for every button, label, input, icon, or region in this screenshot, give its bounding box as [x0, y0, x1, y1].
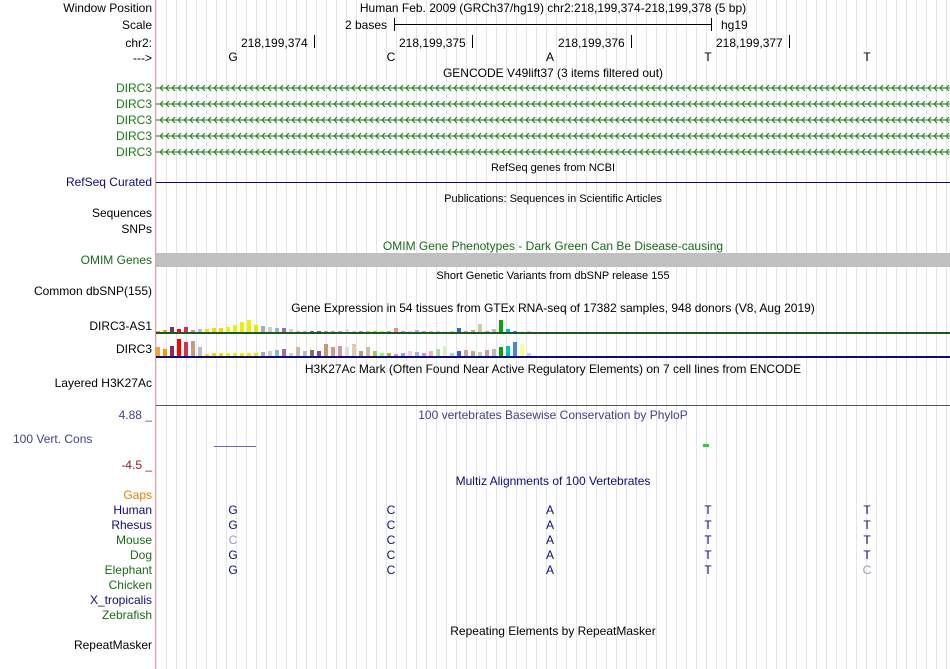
gtex-tissue-bar[interactable] — [366, 347, 370, 356]
multiz-base: T — [863, 533, 871, 547]
publications-sequences-label[interactable]: Sequences — [91, 206, 152, 220]
repeatmasker-title[interactable]: Repeating Elements by RepeatMasker — [450, 624, 656, 638]
gtex-tissue-bar[interactable] — [317, 331, 321, 332]
gtex-tissue-bar[interactable] — [226, 353, 230, 356]
phylop-title[interactable]: 100 vertebrates Basewise Conservation by PhyloP — [418, 408, 688, 422]
gtex-tissue-bar[interactable] — [233, 325, 237, 332]
ruler-position-label: 218,199,375 — [399, 36, 466, 50]
gtex-tissue-bar[interactable] — [219, 353, 223, 356]
gtex-tissue-bar[interactable] — [184, 327, 188, 332]
gencode-transcript-feature[interactable] — [156, 84, 950, 92]
gtex-tissue-bar[interactable] — [303, 351, 307, 356]
multiz-base: G — [228, 548, 238, 562]
multiz-base: C — [386, 563, 396, 577]
ruler-tick — [314, 35, 315, 48]
phylop-signal-2[interactable] — [703, 444, 709, 447]
multiz-base: T — [704, 563, 712, 577]
gtex-tissue-bar[interactable] — [254, 353, 258, 356]
gtex-tissue-bar[interactable] — [415, 352, 419, 356]
gtex-tissue-bar[interactable] — [275, 328, 279, 332]
multiz-base: A — [545, 548, 554, 562]
gtex-title[interactable]: Gene Expression in 54 tissues from GTEx RNA-seq of 17382 samples, 948 donors (V8, Aug 2019) — [291, 301, 815, 315]
gtex-tissue-bar[interactable] — [317, 351, 321, 356]
gtex-tissue-bar[interactable] — [492, 329, 496, 332]
gtex-tissue-bar[interactable] — [345, 329, 349, 332]
multiz-base: C — [386, 518, 396, 532]
gtex-tissue-bar[interactable] — [261, 352, 265, 356]
gtex-tissue-bar[interactable] — [527, 331, 531, 332]
gtex-tissue-bar[interactable] — [247, 353, 251, 356]
gtex-tissue-bar[interactable] — [373, 331, 377, 332]
gtex-tissue-bar[interactable] — [436, 331, 440, 332]
gtex-tissue-bar[interactable] — [331, 331, 335, 332]
gtex-tissue-bar[interactable] — [254, 325, 258, 332]
gtex-tissue-bar[interactable] — [156, 331, 160, 332]
gencode-track-label[interactable]: DIRC3 — [115, 81, 152, 95]
gtex-tissue-bar[interactable] — [373, 351, 377, 356]
multiz-base: T — [863, 548, 871, 562]
gtex-tissue-bar[interactable] — [184, 342, 188, 356]
gtex-tissue-bar[interactable] — [387, 353, 391, 356]
gtex-tissue-bar[interactable] — [345, 347, 349, 356]
gtex-tissue-bar[interactable] — [289, 353, 293, 356]
gtex-tissue-bar[interactable] — [296, 347, 300, 356]
scale-label: Scale — [121, 18, 152, 32]
multiz-base: T — [704, 548, 712, 562]
gtex-tissue-bar[interactable] — [212, 353, 216, 356]
gtex-tissue-bar[interactable] — [233, 353, 237, 356]
gtex-tissue-bar[interactable] — [310, 331, 314, 332]
gtex-tissue-bar[interactable] — [289, 329, 293, 332]
reference-base: T — [704, 50, 712, 64]
gtex-tissue-bar[interactable] — [170, 327, 174, 332]
gtex-tissue-bar[interactable] — [408, 351, 412, 356]
gtex-tissue-bar[interactable] — [275, 350, 279, 356]
scale-bar-right-tick — [711, 18, 712, 31]
gtex-tissue-bar[interactable] — [352, 331, 356, 332]
gtex-tissue-bar[interactable] — [429, 331, 433, 332]
publications-snps-label[interactable]: SNPs — [121, 222, 152, 236]
refseq-feature[interactable] — [156, 182, 950, 183]
gtex-tissue-bar[interactable] — [485, 350, 489, 356]
gtex-tissue-bar[interactable] — [359, 351, 363, 356]
multiz-base: C — [862, 563, 872, 577]
gtex-tissue-bar[interactable] — [205, 329, 209, 332]
gtex-tissue-bar[interactable] — [478, 352, 482, 356]
gencode-title[interactable]: GENCODE V49lift37 (3 items filtered out) — [442, 66, 664, 80]
gtex-tissue-bar[interactable] — [156, 347, 160, 356]
multiz-base: A — [545, 563, 554, 577]
strand-label: ---> — [133, 51, 152, 65]
gtex-tissue-bar[interactable] — [492, 349, 496, 356]
gtex-tissue-bar[interactable] — [429, 351, 433, 356]
gtex-tissue-bar[interactable] — [170, 346, 174, 356]
window-position-value: Human Feb. 2009 (GRCh37/hg19) chr2:218,199,374-218,199,378 (5 bp) — [359, 1, 747, 15]
scale-db: hg19 — [721, 18, 748, 32]
reference-base: T — [863, 50, 871, 64]
gtex-tissue-bar[interactable] — [296, 331, 300, 332]
gencode-track-label[interactable]: DIRC3 — [115, 97, 152, 111]
multiz-gaps-label[interactable]: Gaps — [123, 488, 152, 502]
gtex-gene-line-1 — [156, 332, 950, 334]
gtex-tissue-bar[interactable] — [471, 330, 475, 332]
gtex-tissue-bar[interactable] — [338, 346, 342, 356]
gtex-tissue-bar[interactable] — [527, 353, 531, 356]
scale-value: 2 bases — [345, 18, 388, 32]
multiz-species-label[interactable]: X_tropicalis — [89, 593, 152, 607]
ruler-position-label: 218,199,374 — [241, 36, 308, 50]
gtex-tissue-bar[interactable] — [478, 324, 482, 332]
scale-bar-left-tick — [394, 18, 395, 31]
dbsnp-title[interactable]: Short Genetic Variants from dbSNP release 155 — [436, 270, 670, 282]
gtex-tissue-bar[interactable] — [513, 331, 517, 332]
gtex-tissue-bar[interactable] — [177, 339, 181, 356]
gtex-tissue-bar[interactable] — [513, 342, 517, 356]
gtex-tissue-bar[interactable] — [324, 331, 328, 332]
ruler-position-label: 218,199,377 — [716, 36, 783, 50]
ruler-tick — [472, 35, 473, 48]
refseq-title[interactable]: RefSeq genes from NCBI — [490, 162, 616, 174]
gencode-transcript-feature[interactable] — [156, 116, 950, 124]
gtex-tissue-bar[interactable] — [191, 330, 195, 332]
phylop-signal-1[interactable] — [214, 446, 256, 447]
gtex-tissue-bar[interactable] — [303, 331, 307, 332]
multiz-base: C — [386, 548, 396, 562]
gtex-tissue-bar[interactable] — [387, 331, 391, 332]
gtex-tissue-bar[interactable] — [401, 331, 405, 332]
phylop-max: 4.88 _ — [118, 408, 152, 422]
multiz-species-label[interactable]: Dog — [129, 548, 152, 562]
gtex-tissue-bar[interactable] — [324, 344, 328, 356]
gtex-tissue-bar[interactable] — [331, 347, 335, 356]
refseq-label[interactable]: RefSeq Curated — [65, 175, 152, 189]
multiz-species-label[interactable]: Elephant — [104, 563, 152, 577]
multiz-base: C — [386, 503, 396, 517]
gtex-tissue-bar[interactable] — [338, 331, 342, 332]
omim-feature[interactable] — [156, 253, 950, 267]
multiz-base: G — [228, 518, 238, 532]
gtex-tissue-bar[interactable] — [380, 353, 384, 356]
gtex-tissue-bar[interactable] — [282, 328, 286, 332]
multiz-base: C — [386, 533, 396, 547]
gtex-tissue-bar[interactable] — [464, 331, 468, 332]
multiz-base: G — [228, 563, 238, 577]
gtex-tissue-bar[interactable] — [506, 329, 510, 332]
gtex-label-1[interactable]: DIRC3-AS1 — [89, 319, 152, 333]
reference-base: G — [228, 50, 238, 64]
gtex-tissue-bar[interactable] — [219, 328, 223, 332]
multiz-base: G — [228, 503, 238, 517]
gtex-tissue-bar[interactable] — [415, 330, 419, 332]
ruler-position-label: 218,199,376 — [558, 36, 625, 50]
gtex-tissue-bar[interactable] — [408, 331, 412, 332]
gtex-tissue-bar[interactable] — [177, 329, 181, 332]
gtex-tissue-bar[interactable] — [268, 351, 272, 356]
gtex-tissue-bar[interactable] — [394, 328, 398, 332]
gtex-label-2[interactable]: DIRC3 — [115, 342, 152, 356]
gtex-tissue-bar[interactable] — [240, 353, 244, 356]
gtex-tissue-bar[interactable] — [450, 331, 454, 332]
multiz-base: T — [863, 503, 871, 517]
gtex-tissue-bar[interactable] — [359, 331, 363, 332]
gtex-tissue-bar[interactable] — [240, 322, 244, 332]
multiz-species-label[interactable]: Zebrafish — [101, 608, 152, 622]
gencode-transcript-feature[interactable] — [156, 100, 950, 108]
multiz-base: A — [545, 533, 554, 547]
omim-title[interactable]: OMIM Gene Phenotypes - Dark Green Can Be Disease-causing — [382, 239, 724, 253]
gtex-tissue-bar[interactable] — [394, 354, 398, 356]
multiz-base: T — [704, 518, 712, 532]
gtex-tissue-bar[interactable] — [485, 331, 489, 332]
multiz-base: A — [545, 518, 554, 532]
gtex-tissue-bar[interactable] — [464, 350, 468, 356]
multiz-base: A — [545, 503, 554, 517]
gencode-transcript-feature[interactable] — [156, 148, 950, 156]
gtex-tissue-bar[interactable] — [282, 349, 286, 356]
gtex-tissue-bar[interactable] — [457, 328, 461, 332]
window-position-label: Window Position — [63, 1, 152, 15]
gtex-tissue-bar[interactable] — [499, 320, 503, 332]
gtex-tissue-bar[interactable] — [520, 331, 524, 332]
gtex-tissue-bar[interactable] — [422, 353, 426, 356]
multiz-title[interactable]: Multiz Alignments of 100 Vertebrates — [455, 474, 651, 488]
gencode-transcript-feature[interactable] — [156, 132, 950, 140]
multiz-base: T — [704, 533, 712, 547]
gtex-tissue-bar[interactable] — [352, 344, 356, 356]
multiz-species-label[interactable]: Mouse — [115, 533, 152, 547]
gencode-track-label[interactable]: DIRC3 — [115, 145, 152, 159]
multiz-species-label[interactable]: Rhesus — [111, 518, 152, 532]
multiz-species-label[interactable]: Chicken — [108, 578, 152, 592]
gtex-tissue-bar[interactable] — [506, 346, 510, 356]
phylop-label[interactable]: 100 Vert. Cons — [13, 432, 93, 446]
gtex-tissue-bar[interactable] — [268, 327, 272, 332]
h3k27ac-label[interactable]: Layered H3K27Ac — [54, 376, 152, 390]
gencode-track-label[interactable]: DIRC3 — [115, 113, 152, 127]
gtex-tissue-bar[interactable] — [191, 341, 195, 356]
multiz-base: T — [863, 518, 871, 532]
gtex-tissue-bar[interactable] — [443, 346, 447, 356]
gtex-tissue-bar[interactable] — [198, 347, 202, 356]
multiz-species-label[interactable]: Human — [113, 503, 152, 517]
h3k27ac-title[interactable]: H3K27Ac Mark (Often Found Near Active Regulatory Elements) on 7 cell lines from ENCODE — [304, 362, 802, 376]
gtex-tissue-bar[interactable] — [422, 331, 426, 332]
gtex-tissue-bar[interactable] — [520, 344, 524, 356]
phylop-min: -4.5 _ — [121, 458, 152, 472]
reference-base: A — [545, 50, 554, 64]
gtex-tissue-bar[interactable] — [205, 354, 209, 356]
gtex-tissue-bar[interactable] — [401, 353, 405, 356]
gtex-tissue-bar[interactable] — [366, 331, 370, 332]
publications-title[interactable]: Publications: Sequences in Scientific Articles — [444, 193, 662, 205]
h3k27ac-baseline — [156, 405, 950, 406]
gtex-tissue-bar[interactable] — [310, 350, 314, 356]
scale-bar — [394, 24, 712, 25]
ruler-tick — [631, 35, 632, 48]
multiz-base: T — [704, 503, 712, 517]
ruler-tick — [789, 35, 790, 48]
gtex-tissue-bar[interactable] — [471, 351, 475, 356]
gtex-tissue-bar[interactable] — [443, 331, 447, 332]
gtex-gene-line-2 — [156, 356, 950, 358]
gencode-track-label[interactable]: DIRC3 — [115, 129, 152, 143]
gtex-tissue-bar[interactable] — [261, 326, 265, 332]
omim-label[interactable]: OMIM Genes — [80, 253, 152, 267]
gtex-tissue-bar[interactable] — [163, 330, 167, 332]
gtex-tissue-bar[interactable] — [226, 327, 230, 332]
gtex-tissue-bar[interactable] — [247, 320, 251, 332]
gtex-tissue-bar[interactable] — [436, 349, 440, 356]
dbsnp-label[interactable]: Common dbSNP(155) — [33, 284, 152, 298]
reference-base: C — [386, 50, 396, 64]
repeatmasker-label[interactable]: RepeatMasker — [73, 638, 152, 652]
multiz-base: C — [228, 533, 238, 547]
gtex-tissue-bar[interactable] — [212, 328, 216, 332]
gtex-tissue-bar[interactable] — [198, 329, 202, 332]
gtex-tissue-bar[interactable] — [163, 349, 167, 356]
gtex-tissue-bar[interactable] — [457, 351, 461, 356]
gtex-tissue-bar[interactable] — [499, 347, 503, 356]
chrom-label: chr2: — [125, 36, 152, 50]
gtex-tissue-bar[interactable] — [450, 353, 454, 356]
gtex-tissue-bar[interactable] — [380, 331, 384, 332]
